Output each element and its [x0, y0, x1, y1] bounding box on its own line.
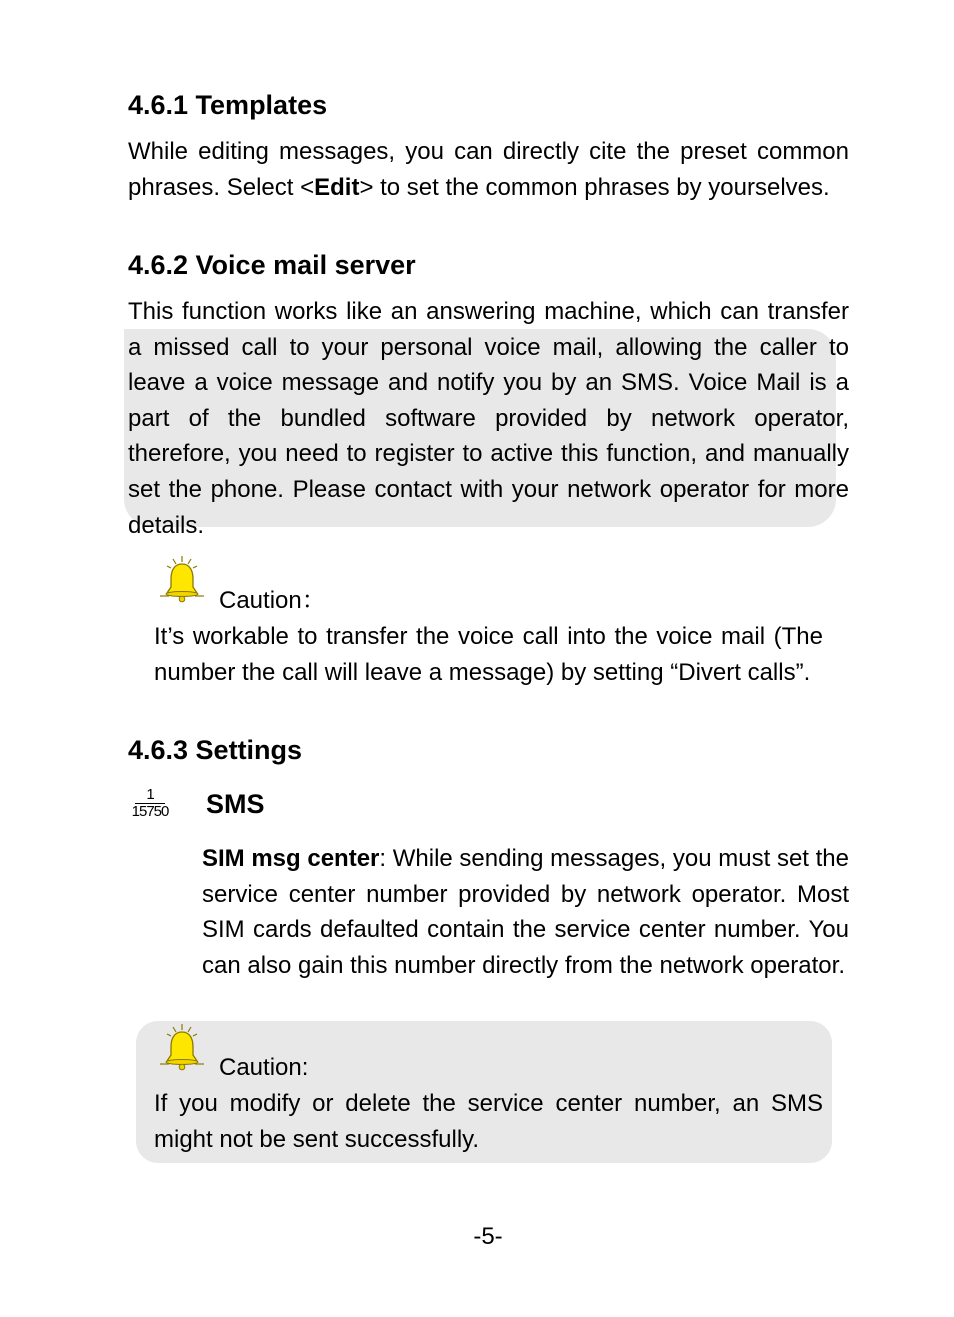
bell-icon — [157, 1022, 207, 1072]
sim-msg-center-paragraph — [202, 841, 849, 983]
sms-subheading: SMS — [206, 789, 265, 819]
voice-mail-paragraph: This function works like an answering machine, which can transfer a missed call to your personal voice mail, allowing the caller to leave a voice message and notify you by an SMS. Voice Mail is a part of the bundled software provided by network operator, therefore, you need to register to active this function, and manually set the phone. Please contact with your network operator for more details. — [128, 298, 849, 539]
caution-text-1: It’s workable to transfer the voice call into the voice mail (The number the call will leave a message) by setting “Divert calls”. — [154, 623, 823, 686]
heading-voice-mail: 4.6.2 Voice mail server — [128, 250, 416, 280]
templates-text-after: > to set the common phrases by yourselves. — [359, 173, 830, 201]
sim-msg-center-term: SIM msg center — [202, 845, 380, 872]
page-number: -5- — [473, 1223, 503, 1250]
heading-settings: 4.6.3 Settings — [128, 735, 303, 765]
caution-label-1: Caution： — [219, 587, 326, 614]
templates-paragraph — [128, 134, 849, 205]
heading-templates: 4.6.1 Templates — [128, 90, 328, 120]
caution-label-2: Caution: — [219, 1054, 309, 1081]
fraction-denominator: 15750 — [131, 803, 169, 820]
fraction-numerator: 1 — [135, 787, 165, 804]
caution-text-2: If you modify or delete the service center number, an SMS might not be sent successfully. — [154, 1090, 823, 1153]
sim-msg-center-text: : While sending messages, you must set the service center number provided by network operator. Most SIM cards defaulted contain the service center number. You can also gain this number directly from the network operator. — [202, 845, 850, 979]
edit-keyword: Edit — [314, 173, 360, 201]
fraction-marker — [128, 787, 172, 820]
bell-icon — [157, 554, 207, 604]
templates-text-before: While editing messages, you can directly cite the preset common phrases. Select < — [128, 138, 849, 201]
